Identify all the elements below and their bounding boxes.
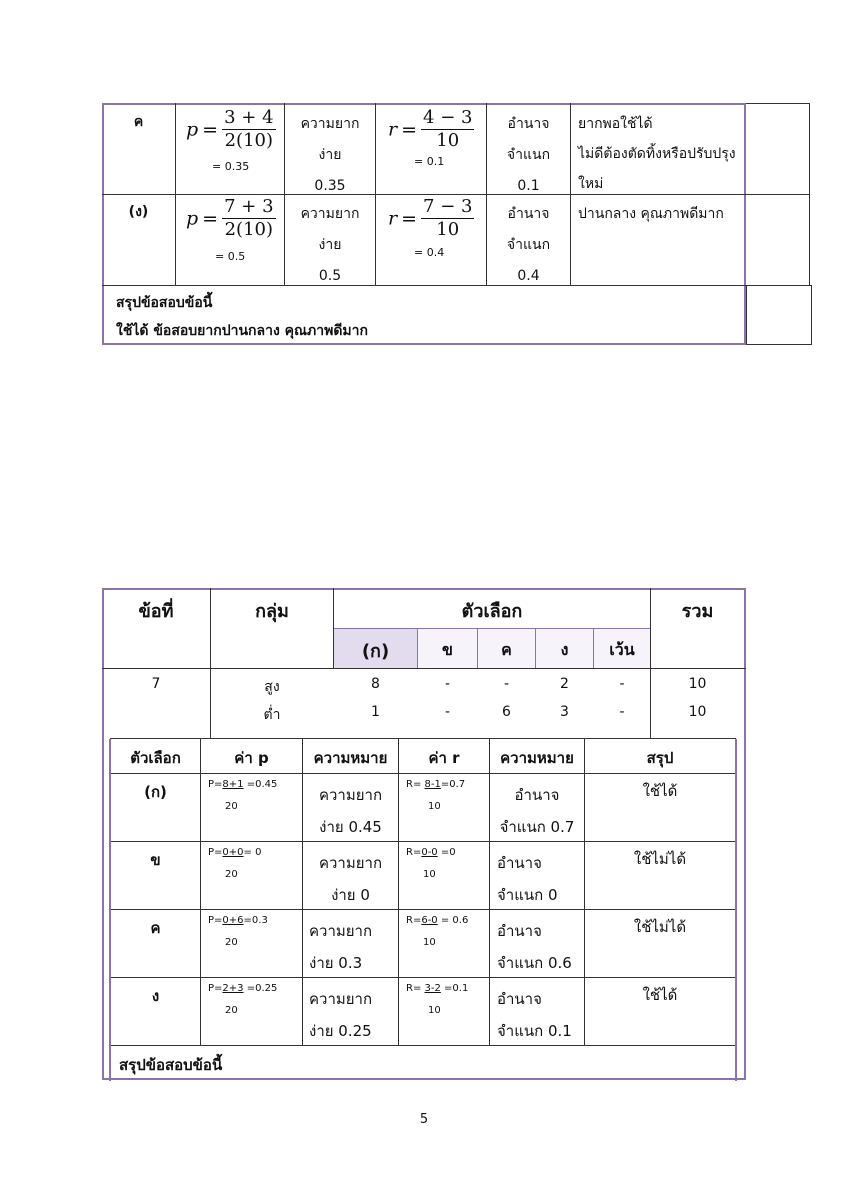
meaning-line: จำแนก 0 xyxy=(497,886,558,904)
analysis-conclusion: ใช้ไม่ได้ xyxy=(633,918,687,936)
p-variable: p xyxy=(186,118,199,141)
r-prefix: R= xyxy=(406,847,422,858)
meaning-line: อำนาจ xyxy=(514,786,560,804)
r-calc-numerator: 8-1 xyxy=(424,779,441,790)
r-calc-result: =0.1 xyxy=(440,983,469,994)
meaning-line: ง่าย 0.3 xyxy=(309,954,363,972)
r-calc xyxy=(406,779,465,790)
p-prefix: P= xyxy=(208,847,223,858)
top-row-difficulty xyxy=(285,109,375,202)
p-calc-denominator: 20 xyxy=(225,1005,238,1016)
row-line xyxy=(102,668,746,669)
r-variable: r xyxy=(388,207,398,230)
p-prefix: P= xyxy=(208,779,223,790)
verdict-line: ไม่ดีต้องตัดทิ้งหรือปรับปรุง xyxy=(578,146,736,162)
meaning-line: ง่าย 0.25 xyxy=(309,1022,372,1040)
top-row-p-formula xyxy=(186,107,276,152)
difficulty-line: ความยาก xyxy=(300,206,360,222)
top-row-verdict xyxy=(578,199,748,229)
count-cell: 6 xyxy=(502,704,511,720)
r-calc-denominator: 10 xyxy=(428,801,441,812)
difficulty-line: ง่าย xyxy=(318,237,342,253)
r-denominator: 10 xyxy=(436,130,460,151)
discrimination-meaning xyxy=(497,983,584,1047)
difficulty-line: ง่าย xyxy=(318,147,342,163)
top-row-discrimination xyxy=(487,109,570,202)
r-calc xyxy=(406,915,468,926)
total-cell: 10 xyxy=(688,704,707,720)
discrimination-meaning xyxy=(490,779,584,843)
header-total: รวม xyxy=(681,601,714,622)
col-line xyxy=(398,739,399,1045)
p-calc-numerator: 0+0 xyxy=(222,847,244,858)
top-row-p-formula xyxy=(186,196,276,241)
discrimination-line: อำนาจ xyxy=(507,206,550,222)
r-calc-numerator: 0-0 xyxy=(421,847,438,858)
r-numerator: 4 − 3 xyxy=(423,107,473,128)
meaning-line: จำแนก 0.6 xyxy=(497,954,572,972)
option-label: ง xyxy=(560,640,569,659)
top-row-r-formula xyxy=(388,196,474,241)
analysis-right-rail xyxy=(735,739,737,1081)
total-cell: 10 xyxy=(688,676,707,692)
analysis-choice: ค xyxy=(150,919,161,937)
analysis-header: ตัวเลือก xyxy=(130,749,181,767)
row-line xyxy=(111,773,735,774)
header-group: กลุ่ม xyxy=(255,601,289,622)
equals-sign: = xyxy=(401,118,418,141)
analysis-choice: ง xyxy=(151,987,160,1005)
meaning-line: ความยาก xyxy=(318,786,383,804)
item-number: 7 xyxy=(151,676,161,692)
r-calc xyxy=(406,983,468,994)
count-cell: 8 xyxy=(371,676,380,692)
count-cell: 2 xyxy=(560,676,569,692)
row-line xyxy=(111,841,735,842)
discrimination-meaning xyxy=(497,915,584,979)
row-line xyxy=(334,628,650,629)
group-name: ต่ำ xyxy=(263,707,281,723)
top-row-verdict xyxy=(578,109,748,199)
p-calc-denominator: 20 xyxy=(225,937,238,948)
equals-sign: = xyxy=(202,207,219,230)
p-denominator: 2(10) xyxy=(224,130,274,151)
p-calc-result: =0.45 xyxy=(243,779,278,790)
p-calc-numerator: 2+3 xyxy=(222,983,244,994)
analysis-table xyxy=(110,738,736,1080)
analysis-choice: (ก) xyxy=(144,783,167,801)
p-prefix: P= xyxy=(208,983,223,994)
analysis-header: สรุป xyxy=(646,749,674,767)
count-cell: - xyxy=(503,676,510,692)
top-row-r-formula xyxy=(388,107,474,152)
row-line xyxy=(111,909,735,910)
discrimination-line: 0.1 xyxy=(517,178,540,194)
p-calc-result: = 0 xyxy=(243,847,262,858)
top-table xyxy=(102,103,812,346)
p-calc xyxy=(208,779,277,790)
difficulty-meaning xyxy=(309,983,398,1047)
top-table-top-line xyxy=(102,103,746,105)
count-cell: - xyxy=(619,676,625,692)
difficulty-line: ความยาก xyxy=(300,116,360,132)
p-numerator: 3 + 4 xyxy=(224,107,274,128)
r-fraction xyxy=(421,196,474,241)
p-calc xyxy=(208,915,268,926)
difficulty-line: 0.5 xyxy=(318,268,342,284)
p-fraction xyxy=(222,107,275,152)
equals-sign: = xyxy=(202,118,219,141)
p-fraction xyxy=(222,196,275,241)
header-options: ตัวเลือก xyxy=(461,601,523,622)
p-calc-numerator: 0+6 xyxy=(222,915,244,926)
top-row-difficulty xyxy=(285,199,375,292)
meaning-line: อำนาจ xyxy=(497,922,542,940)
p-calc xyxy=(208,983,277,994)
analysis-conclusion: ใช้ไม่ได้ xyxy=(633,850,687,868)
r-calc xyxy=(406,847,456,858)
top-row-r-value: = 0.1 xyxy=(414,155,445,168)
p-calc-denominator: 20 xyxy=(225,869,238,880)
group-name: สูง xyxy=(264,679,280,695)
meaning-line: อำนาจ xyxy=(497,990,542,1008)
p-calc xyxy=(208,847,261,858)
p-denominator: 2(10) xyxy=(224,219,274,240)
r-fraction xyxy=(421,107,474,152)
r-prefix: R= xyxy=(406,779,425,790)
discrimination-line: 0.4 xyxy=(517,268,540,284)
meaning-line: จำแนก 0.7 xyxy=(499,818,575,836)
count-cell: - xyxy=(444,704,451,720)
discrimination-line: จำแนก xyxy=(506,237,551,253)
meaning-line: ง่าย 0.45 xyxy=(319,818,382,836)
r-calc-numerator: 3-2 xyxy=(424,983,441,994)
p-calc-denominator: 20 xyxy=(225,801,238,812)
meaning-line: ความยาก xyxy=(309,990,373,1008)
meaning-line: ความยาก xyxy=(318,854,383,872)
p-calc-result: =0.3 xyxy=(243,915,268,926)
r-calc-denominator: 10 xyxy=(428,1005,441,1016)
p-prefix: P= xyxy=(208,915,223,926)
p-calc-numerator: 8+1 xyxy=(222,779,244,790)
option-label: ข xyxy=(442,640,453,659)
top-table-summary-extra xyxy=(746,285,812,345)
option-label: ค xyxy=(501,640,512,659)
analysis-header: ความหมาย xyxy=(313,749,388,767)
count-cell: - xyxy=(444,676,451,692)
header-item: ข้อที่ xyxy=(138,601,174,622)
bottom-table xyxy=(102,588,746,1080)
r-calc-result: =0 xyxy=(437,847,456,858)
count-cell: 1 xyxy=(371,704,380,720)
top-row-choice: ค xyxy=(133,114,144,130)
analysis-choice: ข xyxy=(150,851,161,869)
p-calc-result: =0.25 xyxy=(243,983,278,994)
r-calc-result: = 0.6 xyxy=(437,915,469,926)
difficulty-meaning xyxy=(303,847,398,911)
row-line xyxy=(111,977,735,978)
analysis-header: ค่า r xyxy=(428,749,460,767)
count-cell: 3 xyxy=(560,704,569,720)
discrimination-meaning xyxy=(497,847,584,911)
p-numerator: 7 + 3 xyxy=(224,196,274,217)
difficulty-meaning xyxy=(309,915,398,979)
count-cell: - xyxy=(619,704,625,720)
verdict-line: ปานกลาง คุณภาพดีมาก xyxy=(578,206,724,222)
top-row-p-value: = 0.35 xyxy=(212,160,250,173)
r-denominator: 10 xyxy=(436,219,460,240)
row-line xyxy=(111,1045,735,1046)
verdict-line: ยากพอใช้ได้ xyxy=(578,116,653,132)
meaning-line: ความยาก xyxy=(309,922,373,940)
meaning-line: จำแนก 0.1 xyxy=(497,1022,572,1040)
option-label: เว้น xyxy=(609,640,635,659)
r-calc-denominator: 10 xyxy=(423,937,436,948)
top-row-r-value: = 0.4 xyxy=(414,246,445,259)
meaning-line: อำนาจ xyxy=(497,854,542,872)
analysis-header: ความหมาย xyxy=(500,749,574,767)
top-summary-title: สรุปข้อสอบข้อนี้ xyxy=(116,295,213,311)
difficulty-meaning xyxy=(303,779,398,843)
r-prefix: R= xyxy=(406,983,425,994)
r-numerator: 7 − 3 xyxy=(423,196,473,217)
discrimination-line: จำแนก xyxy=(506,147,551,163)
discrimination-line: อำนาจ xyxy=(507,116,550,132)
col-line xyxy=(200,739,201,1045)
top-row-choice: (ง) xyxy=(128,204,149,220)
analysis-header: ค่า p xyxy=(234,749,269,767)
r-calc-result: =0.7 xyxy=(440,779,466,790)
page-number: 5 xyxy=(419,1112,429,1127)
top-row-p-value: = 0.5 xyxy=(215,250,246,263)
analysis-conclusion: ใช้ได้ xyxy=(642,986,678,1004)
r-calc-denominator: 10 xyxy=(423,869,436,880)
equals-sign: = xyxy=(401,207,418,230)
r-prefix: R= xyxy=(406,915,422,926)
top-row-discrimination xyxy=(487,199,570,292)
top-summary-text: ใช้ได้ ข้อสอบยากปานกลาง คุณภาพดีมาก xyxy=(116,323,368,339)
meaning-line: ง่าย 0 xyxy=(331,886,370,904)
difficulty-line: 0.35 xyxy=(314,178,346,194)
verdict-line: ใหม่ xyxy=(578,176,604,192)
option-label: (ก) xyxy=(361,641,390,662)
r-calc-numerator: 6-0 xyxy=(421,915,438,926)
bottom-summary-title: สรุปข้อสอบข้อนี้ xyxy=(119,1056,223,1074)
analysis-conclusion: ใช้ได้ xyxy=(642,782,678,800)
r-variable: r xyxy=(388,118,398,141)
row-line xyxy=(102,285,746,286)
p-variable: p xyxy=(186,207,199,230)
